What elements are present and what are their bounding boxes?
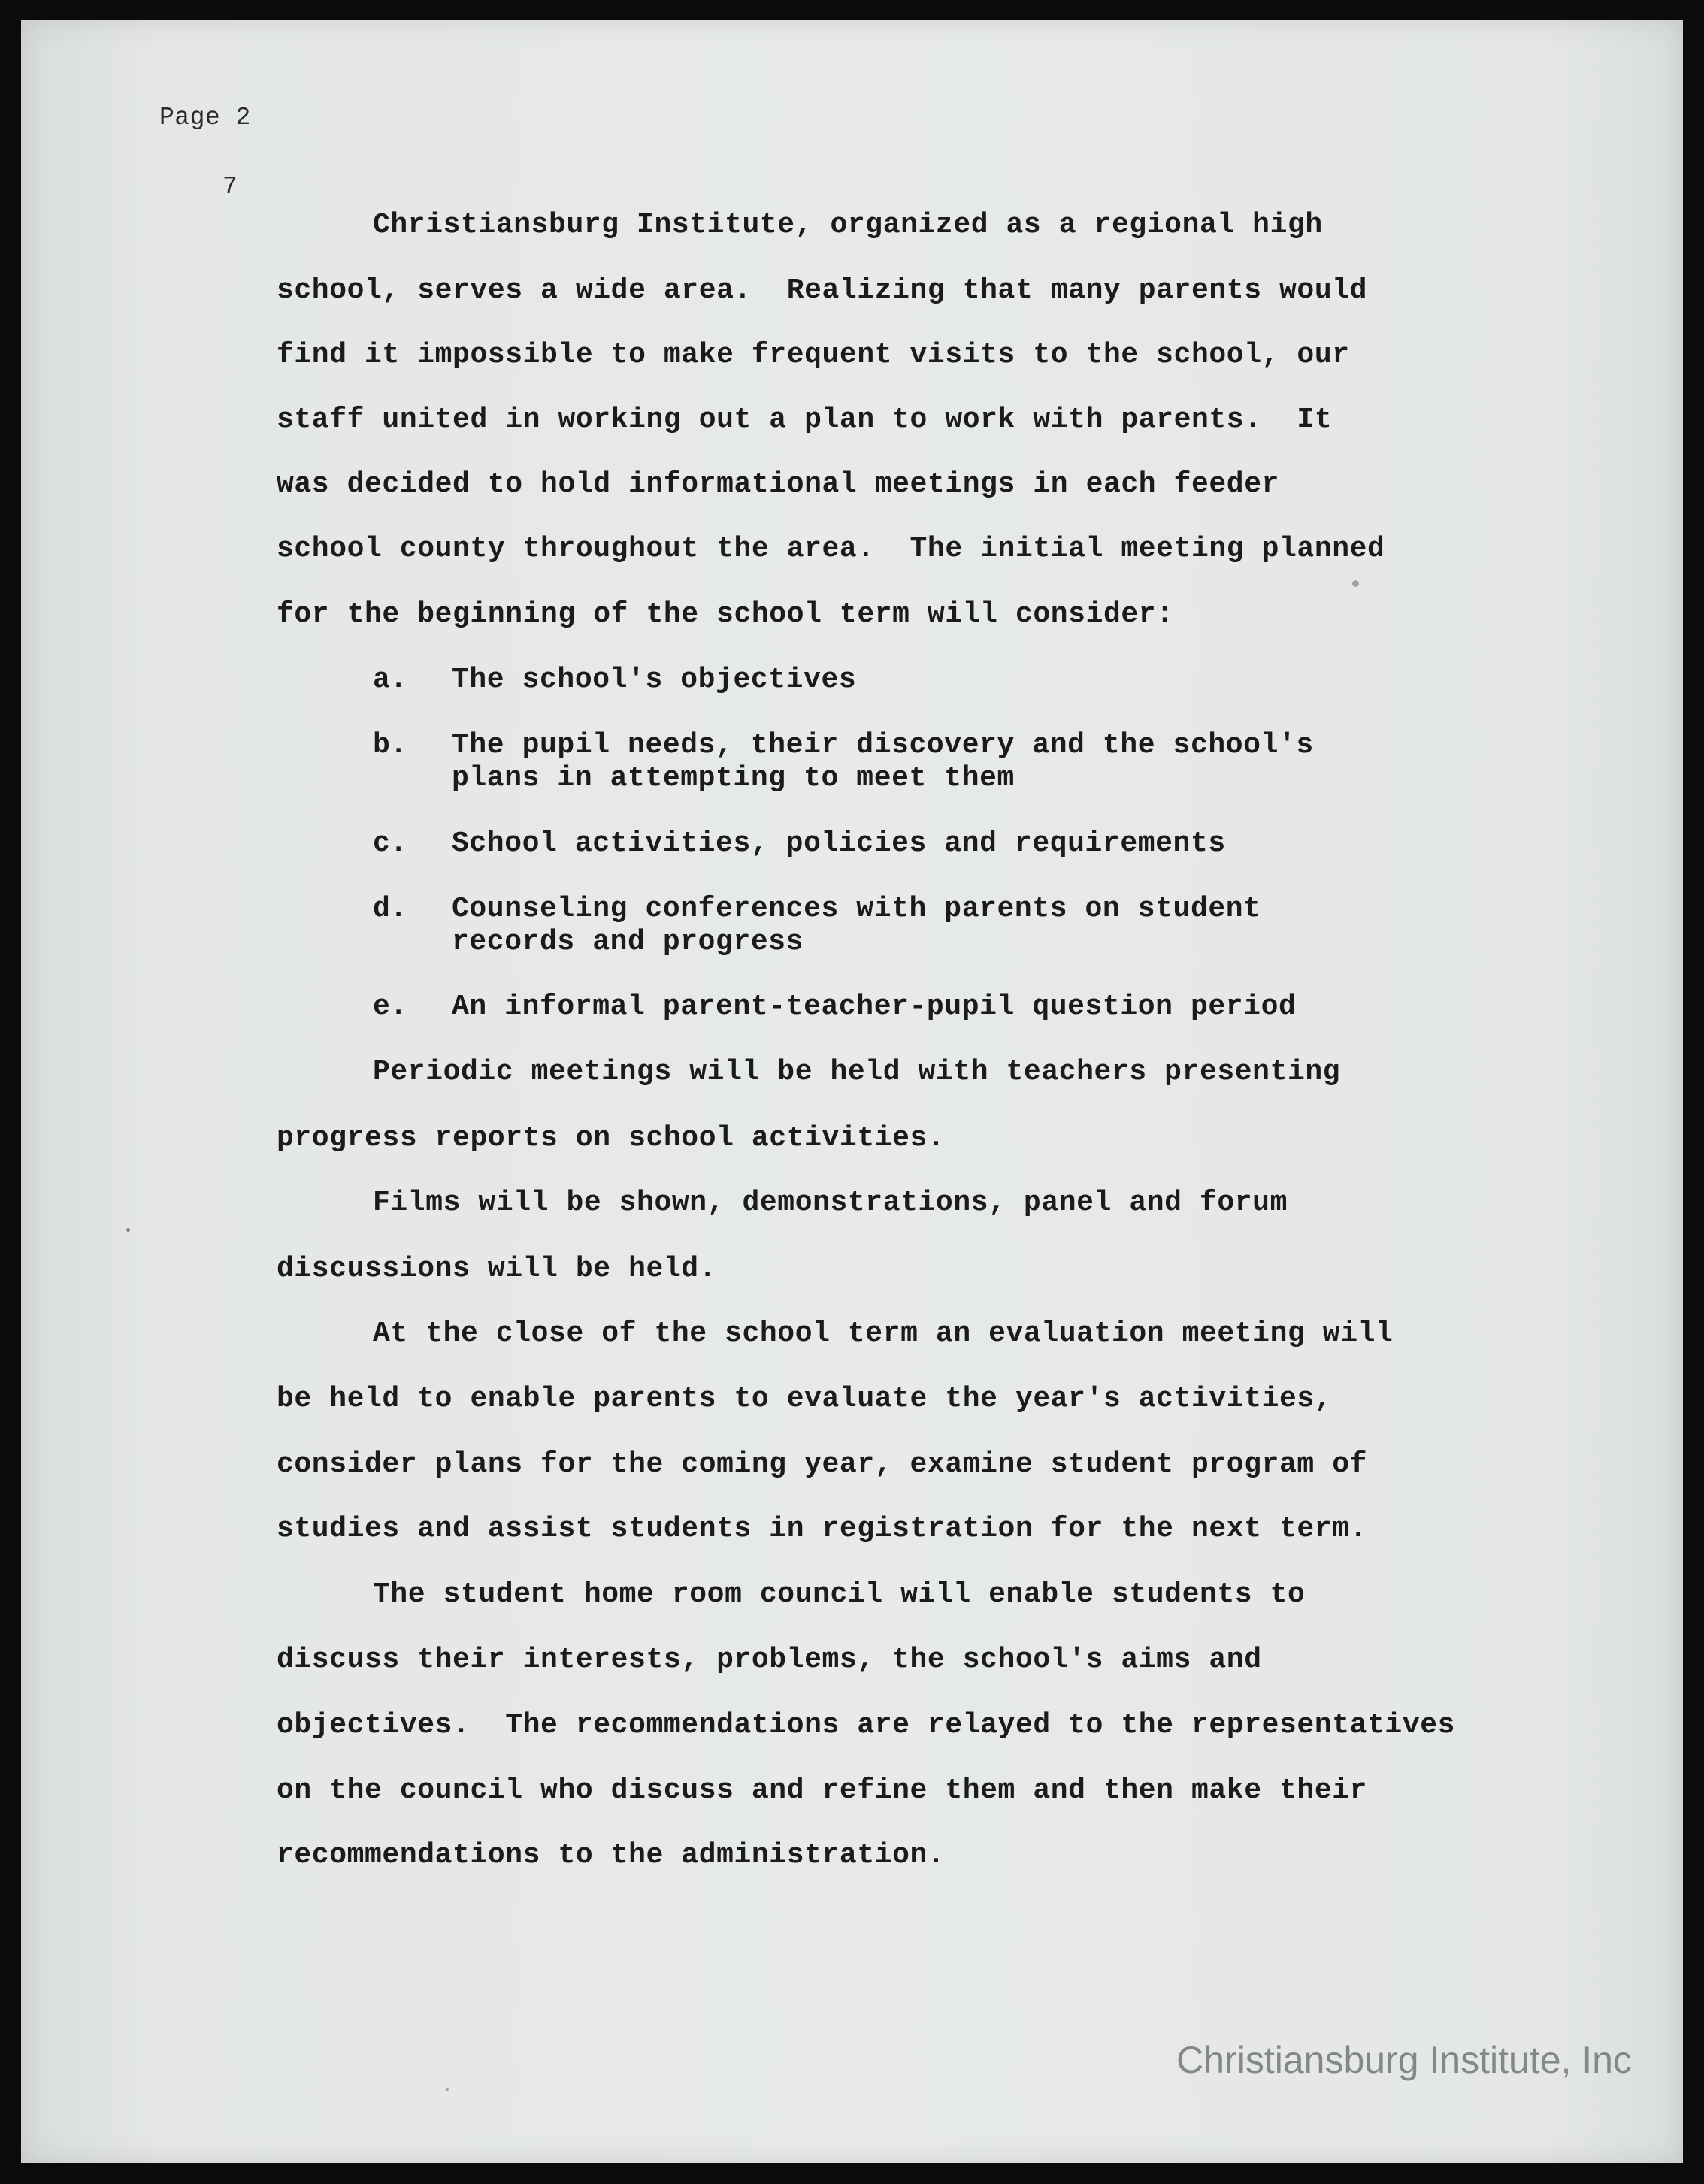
paragraph-4-line-1: At the close of the school term an evaluation meeting will [373, 1317, 1394, 1350]
paper-speck [446, 2088, 449, 2091]
paragraph-1-line-3: find it impossible to make frequent visits to the school, our [277, 339, 1350, 371]
paragraph-1-line-4: staff united in working out a plan to work with parents. It [277, 404, 1333, 436]
list-item-b-marker: b. [373, 729, 407, 761]
list-item-b-text: The pupil needs, their discovery and the school's plans in attempting to meet them [452, 729, 1314, 794]
paper-speck [1352, 580, 1359, 587]
paragraph-4-line-3: consider plans for the coming year, examine student program of [277, 1448, 1368, 1481]
paragraph-1-line-5: was decided to hold informational meetings in each feeder [277, 468, 1280, 501]
paragraph-1-line-6: school county throughout the area. The initial meeting planned [277, 533, 1385, 565]
list-item-c-marker: c. [373, 827, 407, 860]
list-item-a-marker: a. [373, 664, 407, 696]
paragraph-1-line-7: for the beginning of the school term will consider: [277, 598, 1174, 631]
paragraph-5-line-1: The student home room council will enable students to [373, 1578, 1306, 1611]
list-item-e-marker: e. [373, 991, 407, 1023]
paragraph-5-line-3: objectives. The recommendations are relayed to the representatives [277, 1709, 1456, 1741]
paragraph-3-line-1: Films will be shown, demonstrations, panel and forum [373, 1187, 1288, 1219]
paragraph-2-line-1: Periodic meetings will be held with teachers presenting [373, 1056, 1341, 1088]
list-item-c-text: School activities, policies and requirements [452, 827, 1226, 860]
list-item-d-marker: d. [373, 893, 407, 925]
paragraph-4-line-2: be held to enable parents to evaluate the year's activities, [277, 1383, 1333, 1415]
paragraph-1-line-2: school, serves a wide area. Realizing that many parents would [277, 274, 1368, 307]
paragraph-5-line-5: recommendations to the administration. [277, 1839, 946, 1871]
paragraph-2-line-2: progress reports on school activities. [277, 1122, 946, 1154]
paragraph-3-line-2: discussions will be held. [277, 1253, 717, 1285]
page-number: 7 [222, 173, 238, 201]
paragraph-1-line-1: Christiansburg Institute, organized as a regional high [373, 209, 1323, 241]
watermark: Christiansburg Institute, Inc [1176, 2039, 1632, 2081]
paragraph-4-line-4: studies and assist students in registration for the next term. [277, 1513, 1368, 1545]
list-item-e-text: An informal parent-teacher-pupil question period [452, 991, 1297, 1023]
paper-speck [126, 1228, 130, 1232]
list-item-d-text: Counseling conferences with parents on student records and progress [452, 893, 1261, 958]
page-label: Page 2 [159, 104, 251, 132]
paragraph-5-line-2: discuss their interests, problems, the school's aims and [277, 1644, 1262, 1676]
list-item-a-text: The school's objectives [452, 664, 857, 696]
typed-page [21, 20, 1683, 2163]
paragraph-5-line-4: on the council who discuss and refine them and then make their [277, 1774, 1368, 1807]
